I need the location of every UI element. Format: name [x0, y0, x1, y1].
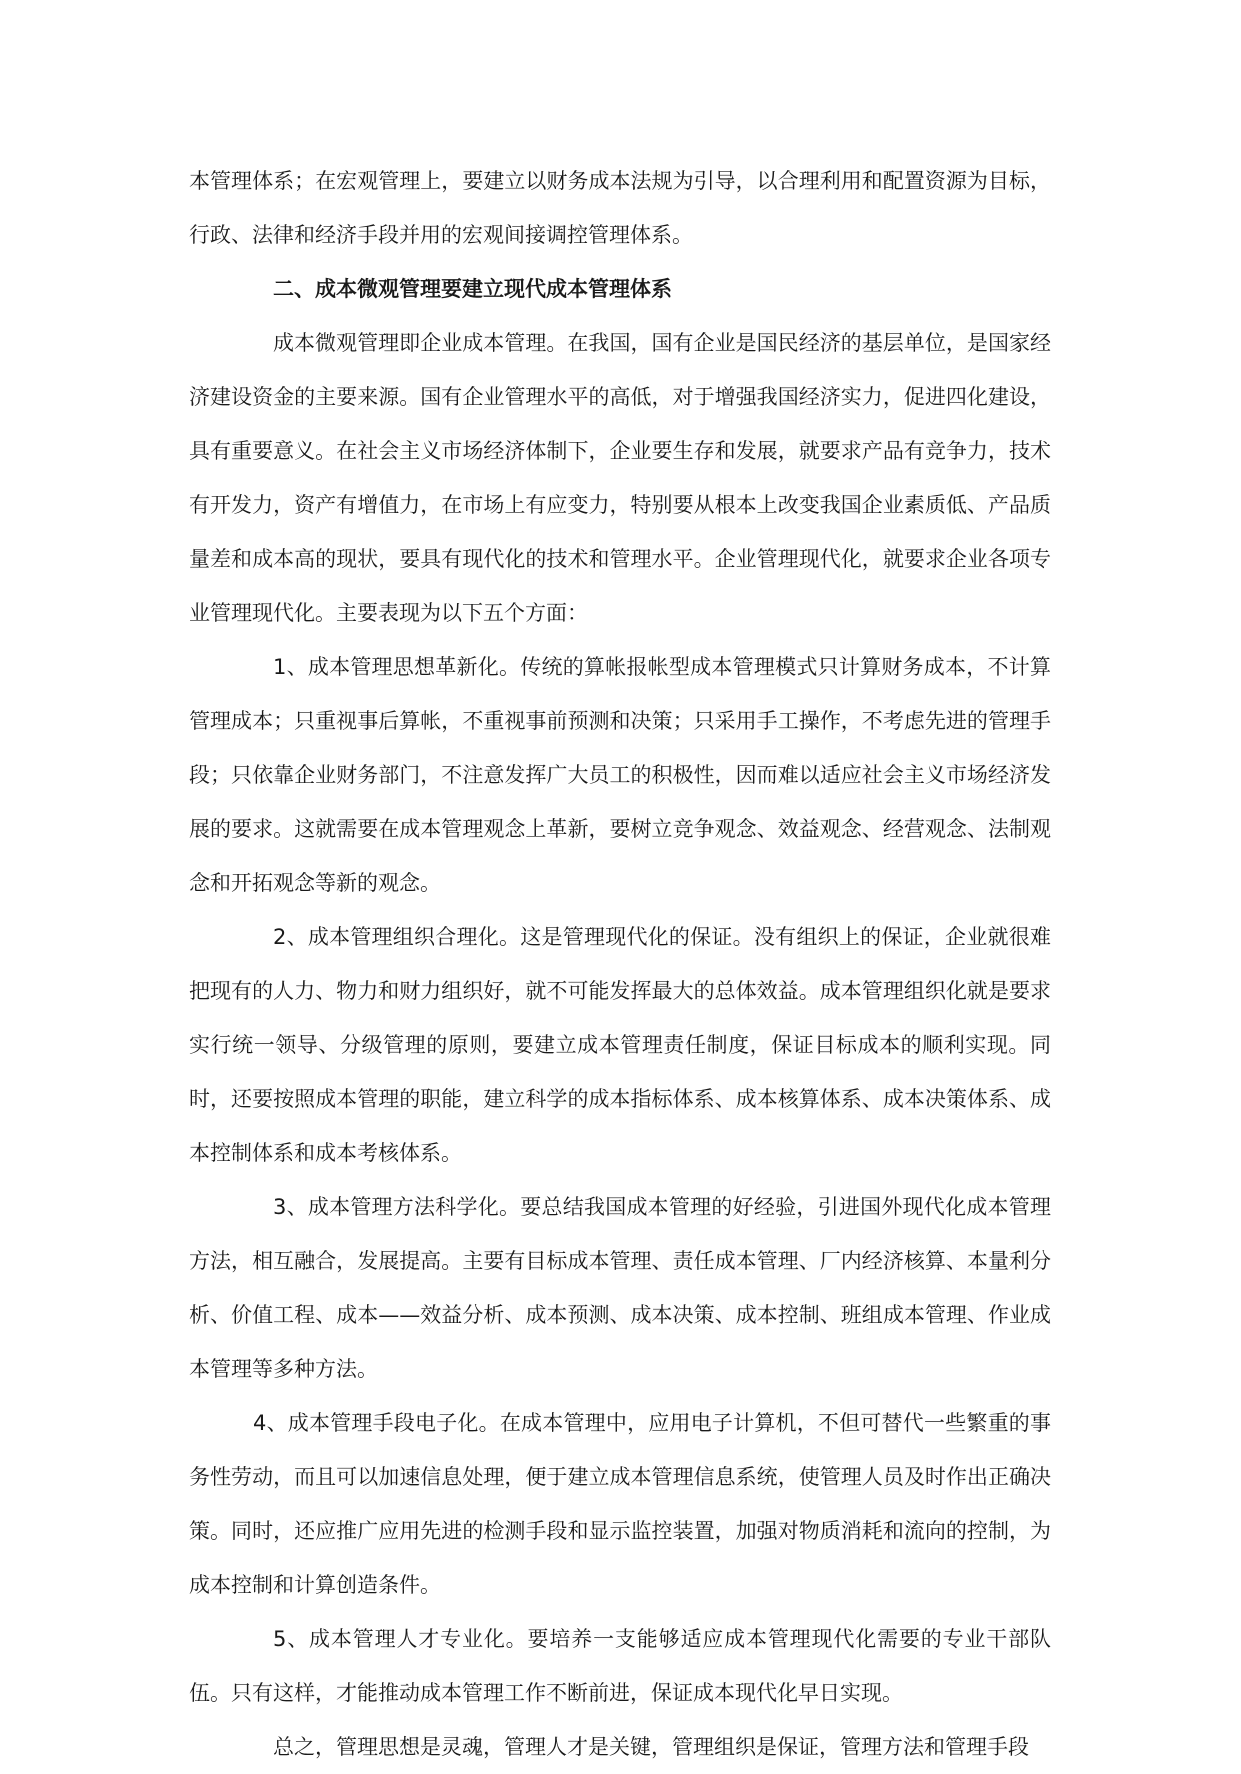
paragraph-continuation: 本管理体系；在宏观管理上，要建立以财务成本法规为引导，以合理利用和配置资源为目标，行政、法律和经济手段并用的宏观间接调控管理体系。 [189, 169, 1051, 247]
body-text [189, 154, 1051, 1774]
section-heading: 二、成本微观管理要建立现代成本管理体系 [273, 277, 672, 301]
paragraph-item-2: 2、成本管理组织合理化。这是管理现代化的保证。没有组织上的保证，企业就很难把现有的人力、物力和财力组织好，就不可能发挥最大的总体效益。成本管理组织化就是要求实行统一领导、分级管理的原则，要建立成本管理责任制度，保证目标成本的顺利实现。同时，还要按照成本管理的职能，建立科学的成本指标体系、成本核算体系、成本决策体系、成本控制体系和成本考核体系。 [189, 925, 1051, 1165]
paragraph-item-3: 3、成本管理方法科学化。要总结我国成本管理的好经验，引进国外现代化成本管理方法，相互融合，发展提高。主要有目标成本管理、责任成本管理、厂内经济核算、本量利分析、价值工程、成本——效益分析、成本预测、成本决策、成本控制、班组成本管理、作业成本管理等多种方法。 [189, 1195, 1051, 1381]
paragraph-item-1: 1、成本管理思想革新化。传统的算帐报帐型成本管理模式只计算财务成本，不计算管理成本；只重视事后算帐，不重视事前预测和决策；只采用手工操作，不考虑先进的管理手段；只依靠企业财务部门，不注意发挥广大员工的积极性，因而难以适应社会主义市场经济发展的要求。这就需要在成本管理观念上革新，要树立竞争观念、效益观念、经营观念、法制观念和开拓观念等新的观念。 [189, 655, 1051, 895]
paragraph-summary: 总之，管理思想是灵魂，管理人才是关键，管理组织是保证，管理方法和管理手段 [273, 1735, 1029, 1759]
paragraph-item-5: 5、成本管理人才专业化。要培养一支能够适应成本管理现代化需要的专业干部队伍。只有这样，才能推动成本管理工作不断前进，保证成本现代化早日实现。 [189, 1627, 1051, 1705]
paragraph-item-4: 4、成本管理手段电子化。在成本管理中，应用电子计算机，不但可替代一些繁重的事务性劳动，而且可以加速信息处理，便于建立成本管理信息系统，使管理人员及时作出正确决策。同时，还应推广应用先进的检测手段和显示监控装置，加强对物质消耗和流向的控制，为成本控制和计算创造条件。 [189, 1411, 1051, 1597]
paragraph-intro: 成本微观管理即企业成本管理。在我国，国有企业是国民经济的基层单位，是国家经济建设资金的主要来源。国有企业管理水平的高低，对于增强我国经济实力，促进四化建设，具有重要意义。在社会主义市场经济体制下，企业要生存和发展，就要求产品有竞争力，技术有开发力，资产有增值力，在市场上有应变力，特别要从根本上改变我国企业素质低、产品质量差和成本高的现状，要具有现代化的技术和管理水平。企业管理现代化，就要求企业各项专业管理现代化。主要表现为以下五个方面： [189, 331, 1051, 625]
